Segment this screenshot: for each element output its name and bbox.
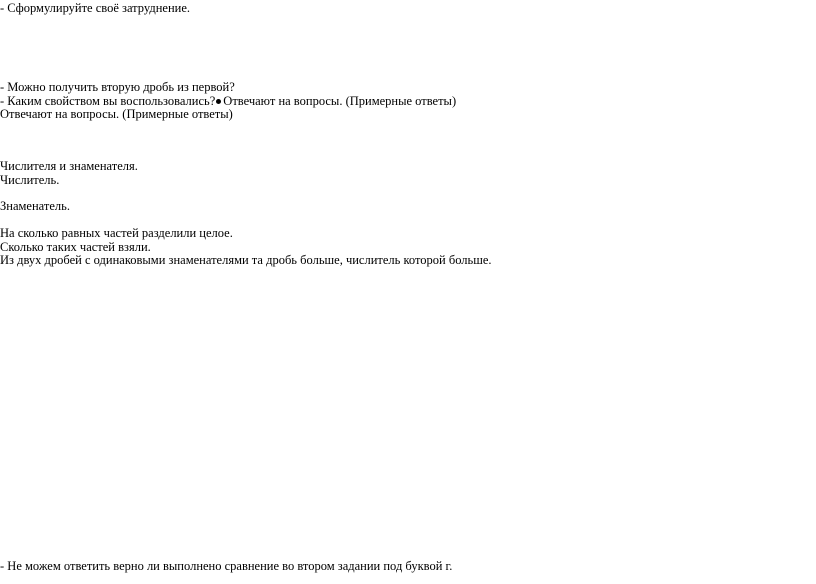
text-line-answer-5: Сколько таких частей взяли.	[0, 240, 151, 254]
text-line-question-2	[0, 94, 456, 108]
text-line-answer-4: На сколько равных частей разделили целое.	[0, 226, 233, 240]
text-line-answer-note: Отвечают на вопросы. (Примерные ответы)	[0, 107, 233, 121]
text-line-question-1: - Можно получить вторую дробь из первой?	[0, 80, 235, 94]
text-line-answer-2: Числитель.	[0, 173, 60, 187]
bullet-icon	[216, 99, 221, 104]
answer-note: Отвечают на вопросы. (Примерные ответы)	[223, 94, 457, 108]
text-line-conclusion: - Не можем ответить верно ли выполнено сравнение во втором задании под буквой г.	[0, 559, 453, 573]
text-line-answer-3: Знаменатель.	[0, 199, 70, 213]
text-line-difficulty: - Сформулируйте своё затруднение.	[0, 1, 190, 15]
text-line-rule: Из двух дробей с одинаковыми знаменателями та дробь больше, числитель которой больше.	[0, 253, 492, 267]
question-2-text: - Каким свойством вы воспользовались?	[0, 94, 216, 108]
text-line-answer-1: Числителя и знаменателя.	[0, 159, 138, 173]
